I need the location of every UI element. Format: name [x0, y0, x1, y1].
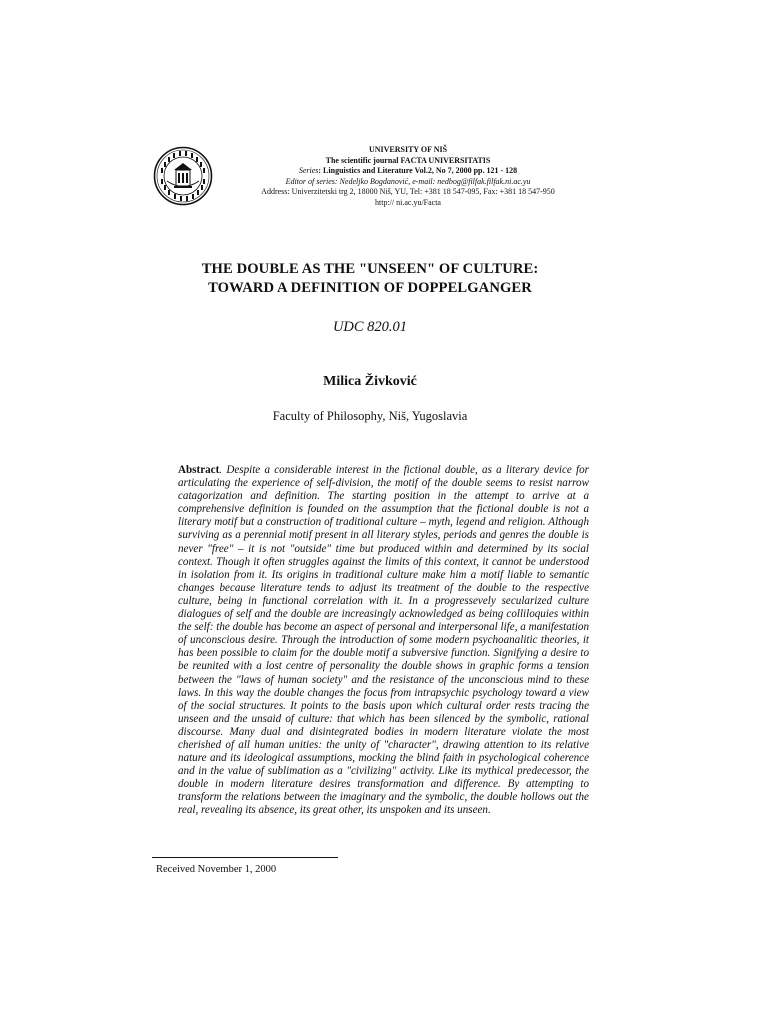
- editor-line: Editor of series: Nedeljko Bogdanović, e-mail: nedbog@filfak.filfak.ni.ac.yu: [285, 176, 531, 186]
- author-name: Milica Živković: [323, 374, 417, 389]
- journal-masthead: [228, 145, 588, 208]
- title-line-1: THE DOUBLE AS THE "UNSEEN" OF CULTURE:: [201, 261, 539, 277]
- received-date-footnote: Received November 1, 2000: [156, 864, 277, 875]
- author-affiliation: Faculty of Philosophy, Niš, Yugoslavia: [272, 409, 468, 423]
- abstract: [178, 464, 589, 818]
- udc-code: UDC 820.01: [332, 319, 408, 335]
- title-line-2: TOWARD A DEFINITION OF DOPPELGANGER: [208, 280, 532, 296]
- university-name: UNIVERSITY OF NIŠ: [368, 145, 448, 154]
- abstract-label: Abstract: [178, 464, 220, 476]
- journal-url: http:// ni.ac.yu/Facta: [375, 197, 441, 207]
- university-seal-icon: [153, 146, 213, 206]
- journal-name: The scientific journal FACTA UNIVERSITATIS: [325, 155, 491, 165]
- series-label: Series: [298, 166, 319, 175]
- paper-title: [150, 260, 590, 298]
- series-text: : Linguistics and Literature Vol.2, No 7, 2000 pp. 121 - 128: [318, 166, 518, 175]
- address-line: Address: Univerzitetski trg 2, 18000 Niš, YU, Tel: +381 18 547-095, Fax: +381 18 547-950: [261, 187, 555, 196]
- abstract-text: . Despite a considerable interest in the fictional double, as a literary device for articulating the experience of self-division, the motif of the double seems to resist narrow catagorization and definition. The starting position in the attempt to arrive at a comprehensive definition is founded on the assumption that the fictional double is not a literary motif but a construction of traditional culture – myth, legend and religion. Although surviving as a perennial motif present in all literary styles, periods and genres the double is never "free" – it is not "outside" time but produced within and determined by its social context. Though it often struggles against the limits of this context, it cannot be understood in isolation from it. Its origins in traditional culture make him a motif liable to semantic changes because literature tends to adjust its treatment of the double to the respective culture, being in functional correlation with it. In a progressevely secularized culture dialogues of self and the double are increasingly acknowledged as being colliloquies within the self: the double has become an aspect of personal and interpersonal life, a manifestation of unconscious desire. Through the introduction of some modern psychoanalitic theories, it has been possible to claim for the double motif a subversive function. Signifying a desire to be reunited with a lost centre of personality the double shows in graphic forms a tension between the "laws of human society" and the resistance of the unconscious mind to these laws. In this way the double changes the focus from intrapsychic psychology toward a view of the social structures. It points to the basis upon which cultural order rests tracing the unseen and the unsaid of culture: that which has been silenced by the symbolic, rational discourse. Many dual and disintegrated bodies in modern literature violate the most cherished of all human unities: the unity of "character", drawing attention to its relative nature and its ideological assumptions, mocking the blind faith in psychological coherence and in the value of sublimation as a "civilizing" activity. Like its mythical predecessor, the double in modern literature desires transformation and difference. By attempting to transform the relations between the imaginary and the symbolic, the double hollows out the real, revealing its absence, its great other, its unspoken and its unseen.: [178, 464, 589, 817]
- series-line: [228, 166, 588, 177]
- footnote-divider: [152, 857, 338, 858]
